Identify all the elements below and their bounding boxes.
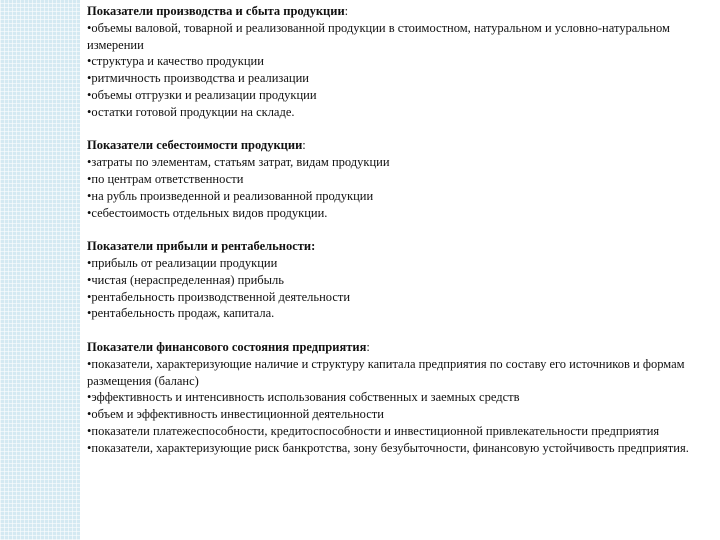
list-item: •на рубль произведенной и реализованной продукции [87, 188, 374, 203]
section-title: Показатели производства и сбыта продукции [87, 4, 345, 18]
section-title: Показатели прибыли и рентабельности: [87, 239, 316, 254]
list-item: •показатели платежеспособности, кредитоспособности и инвестиционной привлекательности предприятия [87, 423, 660, 438]
list-item: •показатели, характеризующие риск банкротства, зону безубыточности, финансовую устойчивость предприятия. [87, 440, 689, 455]
section-title: Показатели финансового состояния предприятия [87, 339, 367, 354]
list-item: •рентабельность производственной деятельности [87, 289, 351, 304]
list-item: •структура и качество продукции [87, 54, 264, 69]
section-title-colon: : [302, 138, 306, 153]
list-item: •эффективность и интенсивность использования собственных и заемных средств [87, 390, 520, 405]
list-item: •рентабельность продаж, капитала. [87, 306, 275, 321]
section-heading [87, 339, 711, 356]
decorative-side-strip [0, 0, 80, 540]
document-body [87, 3, 711, 473]
section-cost [87, 137, 711, 221]
section-heading [87, 3, 711, 20]
section-profit [87, 238, 711, 322]
list-item: •показатели, характеризующие наличие и структуру капитала предприятия по составу его источников и формам размещения (баланс) [87, 356, 685, 388]
list-item: •затраты по элементам, статьям затрат, видам продукции [87, 155, 390, 170]
list-item: •ритмичность производства и реализации [87, 71, 309, 86]
section-title: Показатели себестоимости продукции [87, 138, 303, 153]
list-item: •объем и эффективность инвестиционной деятельности [87, 407, 384, 422]
section-production-sales [87, 3, 711, 121]
list-item: •объемы отгрузки и реализации продукции [87, 87, 317, 102]
list-item: •объемы валовой, товарной и реализованной продукции в стоимостном, натуральном и условно-натуральном измерении [87, 20, 670, 52]
section-heading [87, 238, 711, 255]
section-title-colon: : [344, 4, 349, 18]
section-financial-state [87, 339, 711, 457]
section-heading [87, 137, 711, 154]
list-item: •прибыль от реализации продукции [87, 255, 278, 270]
section-title-colon: : [366, 339, 370, 354]
list-item: •себестоимость отдельных видов продукции. [87, 205, 328, 220]
list-item: •по центрам ответственности [87, 171, 244, 186]
list-item: •чистая (нераспределенная) прибыль [87, 272, 284, 287]
list-item: •остатки готовой продукции на складе. [87, 104, 295, 119]
